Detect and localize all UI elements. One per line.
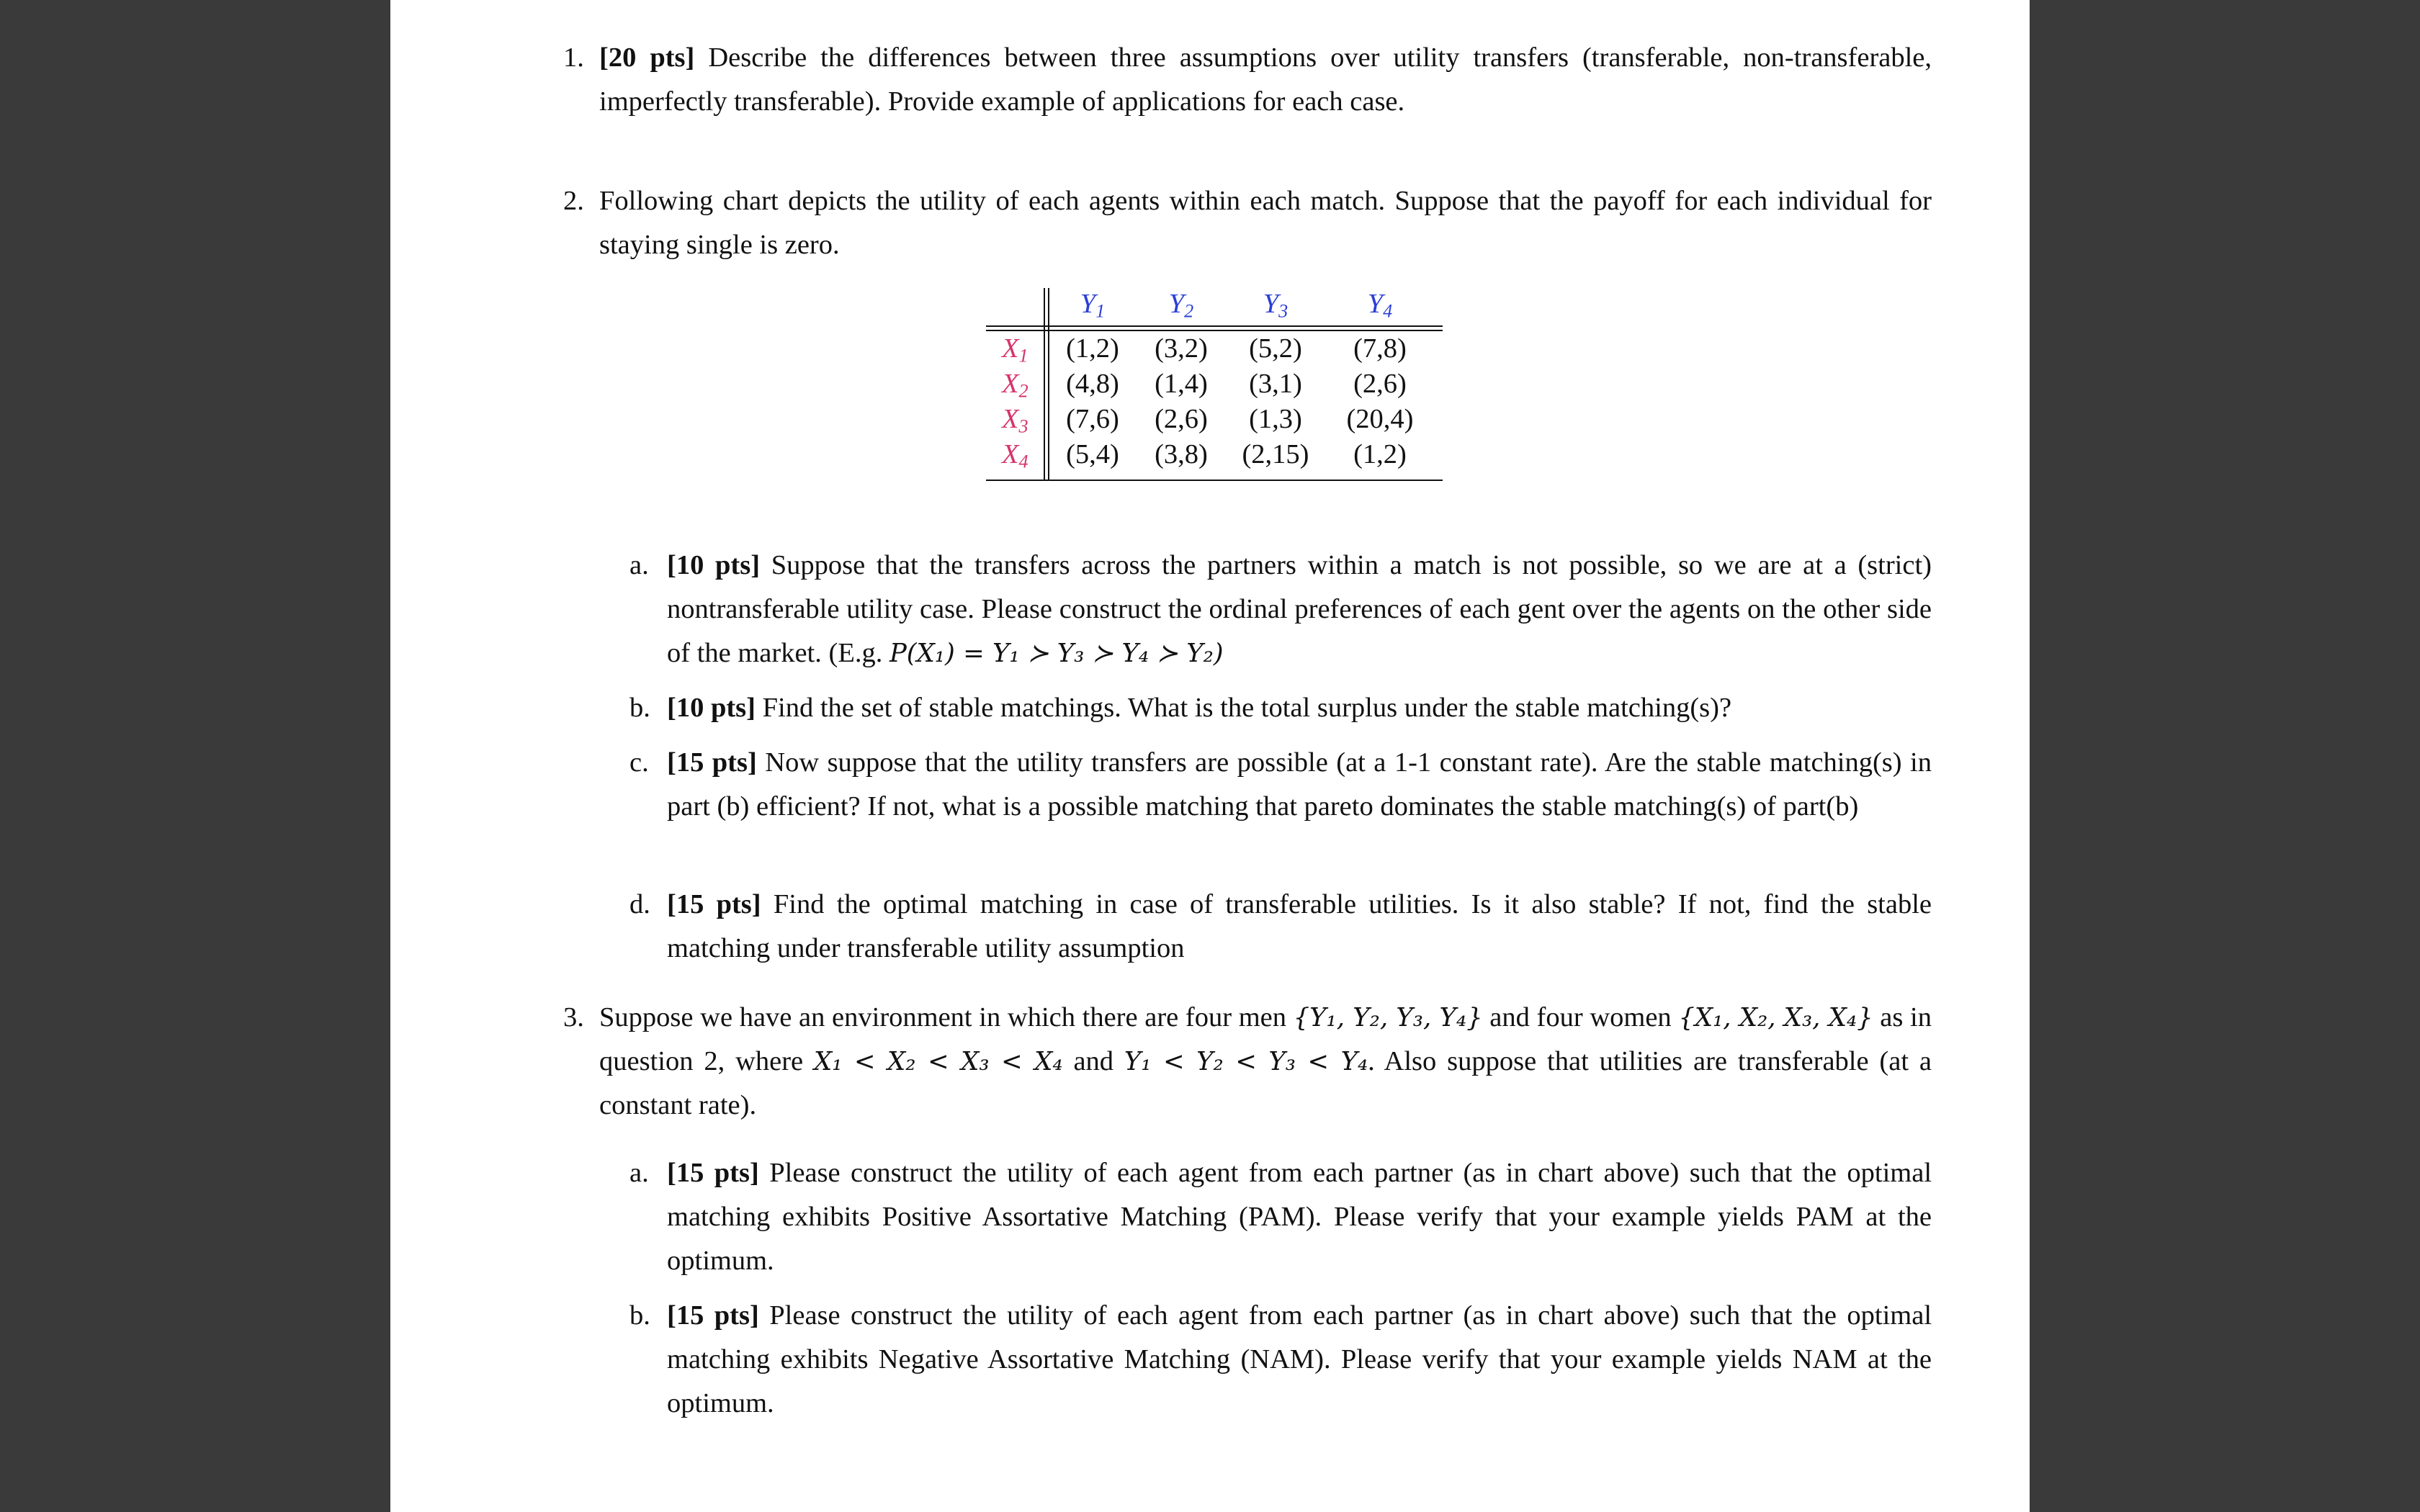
part-label: a. xyxy=(629,1158,649,1188)
part-text: [15 pts] Now suppose that the utility transfers are possible (at a 1-1 constant rate). Are the stable matching(s) in part (b) efficient? If not, what is a possible matching that pareto dominates the stable matching(s) of part(b) xyxy=(667,747,1932,822)
points-label: [10 pts] xyxy=(667,693,756,723)
table-cell: (3,8) xyxy=(1155,439,1208,469)
points-label: [20 pts] xyxy=(599,42,695,73)
points-label: [15 pts] xyxy=(667,889,761,919)
part-label: b. xyxy=(629,1300,650,1331)
column-header: $Y_2$ xyxy=(1168,289,1194,322)
table-cell: (5,4) xyxy=(1066,439,1119,469)
table-cell: (7,6) xyxy=(1066,404,1119,434)
column-header: $Y_3$ xyxy=(1263,289,1289,322)
table-cell: (2,15) xyxy=(1242,439,1309,469)
table-cell: (4,8) xyxy=(1066,369,1119,399)
part-label: c. xyxy=(629,747,649,778)
part-text: [15 pts] Please construct the utility of each agent from each partner (as in chart above) such that the optimal matching exhibits Negative Assortative Matching (NAM). Please verify that your example yields NAM at the optimum. xyxy=(667,1300,1932,1418)
document-page xyxy=(390,0,2030,1512)
column-header: $Y_4$ xyxy=(1367,289,1393,322)
question-number: 3. xyxy=(563,1002,584,1032)
question-text xyxy=(599,36,1932,124)
table-cell: (7,8) xyxy=(1353,333,1407,364)
part-text: [10 pts] Find the set of stable matchings. What is the total surplus under the stable matching(s)? xyxy=(667,693,1732,723)
question-body: Describe the differences between three assumptions over utility transfers (transferable, non-transferable, imperfectly transferable). Provide example of applications for each case. xyxy=(599,42,1932,117)
table-cell: (1,4) xyxy=(1155,369,1208,399)
utility-table xyxy=(986,288,1443,481)
table-bottom-rule xyxy=(986,480,1443,481)
example-formula: P(X₁) = Y₁ ≻ Y₃ ≻ Y₄ ≻ Y₂) xyxy=(889,639,1224,668)
table-divider xyxy=(1044,288,1045,481)
part-text: [15 pts] Please construct the utility of each agent from each partner (as in chart above) such that the optimal matching exhibits Positive Assortative Matching (PAM). Please verify that your example yields PAM at the optimum. xyxy=(667,1158,1932,1276)
table-cell: (1,3) xyxy=(1249,404,1302,434)
part-label: b. xyxy=(629,693,650,723)
table-cell: (1,2) xyxy=(1066,333,1119,364)
question-body: Following chart depicts the utility of each agents within each match. Suppose that the payoff for each individual for staying single is zero. xyxy=(599,186,1932,260)
points-label: [15 pts] xyxy=(667,1300,759,1331)
table-cell: (3,1) xyxy=(1249,369,1302,399)
row-header: $X_3$ xyxy=(1002,404,1028,437)
row-header: $X_4$ xyxy=(1002,439,1028,472)
question-number: 2. xyxy=(563,186,584,216)
table-cell: (20,4) xyxy=(1346,404,1414,434)
points-label: [15 pts] xyxy=(667,1158,759,1188)
question-number: 1. xyxy=(563,42,584,73)
table-cell: (3,2) xyxy=(1155,333,1208,364)
part-text: [15 pts] Find the optimal matching in case of transferable utilities. Is it also stable? If not, find the stable matching under transferable utility assumption xyxy=(667,889,1932,963)
table-cell: (2,6) xyxy=(1353,369,1407,399)
question-body: Suppose we have an environment in which there are four men {Y₁, Y₂, Y₃, Y₄} and four women {X₁, X₂, X₃, X₄} as in question 2, where X₁ < X₂ < X₃ < X₄ and Y₁ < Y₂ < Y₃ < Y₄. Also suppose that utilities are transferable (at a constant rate). xyxy=(599,1002,1932,1120)
row-header: $X_1$ xyxy=(1002,333,1028,366)
table-cell: (2,6) xyxy=(1155,404,1208,434)
table-header-rule xyxy=(986,330,1443,331)
points-label: [10 pts] xyxy=(667,550,761,580)
part-text: [10 pts] Suppose that the transfers across the partners within a match is not possible, so we are at a (strict) nontransferable utility case. Please construct the ordinal preferences of each gent over the agents on the other side of the market. (E.g. P(X₁) = Y₁ ≻ Y₃ ≻ Y₄ ≻ Y₂) xyxy=(667,550,1932,668)
points-label: [15 pts] xyxy=(667,747,757,778)
table-cell: (1,2) xyxy=(1353,439,1407,469)
x-order: X₁ < X₂ < X₃ < X₄ xyxy=(814,1047,1063,1076)
y-order: Y₁ < Y₂ < Y₃ < Y₄ xyxy=(1124,1047,1368,1076)
women-set: {X₁, X₂, X₃, X₄} xyxy=(1678,1003,1873,1032)
table-cell: (5,2) xyxy=(1249,333,1302,364)
part-label: d. xyxy=(629,889,650,919)
column-header: $Y_1$ xyxy=(1080,289,1106,322)
men-set: {Y₁, Y₂, Y₃, Y₄} xyxy=(1293,1003,1483,1032)
part-label: a. xyxy=(629,550,649,580)
row-header: $X_2$ xyxy=(1002,369,1028,402)
